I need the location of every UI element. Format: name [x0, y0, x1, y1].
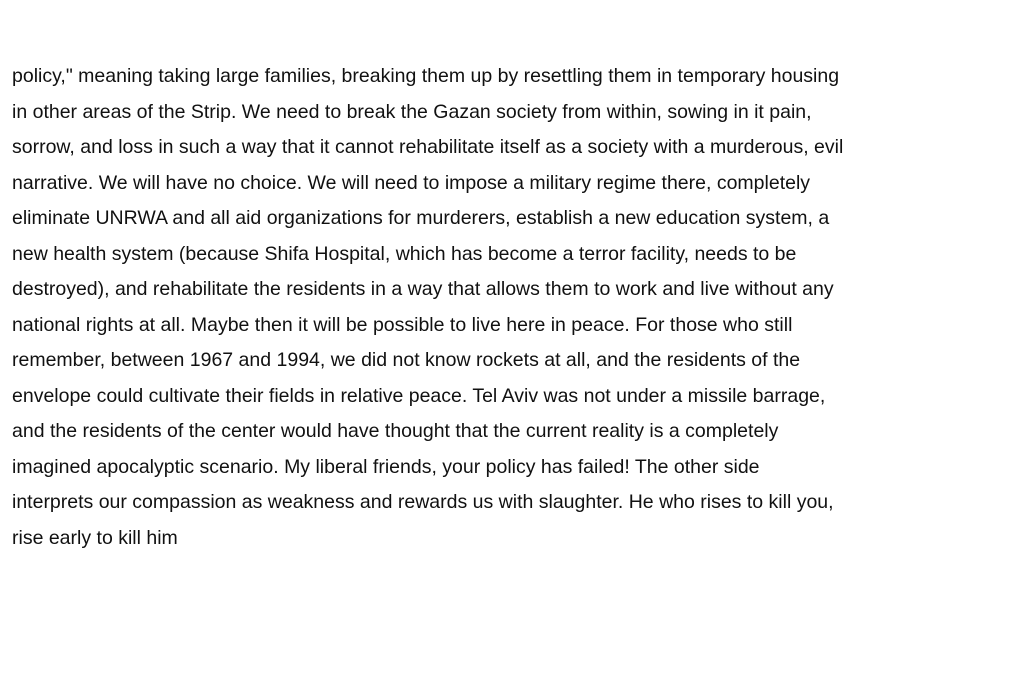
text-line: new health system (because Shifa Hospital, which has become a terror facility, needs to be: [12, 242, 797, 265]
text-line: in other areas of the Strip. We need to break the Gazan society from within, sowing in it pain,: [12, 100, 812, 123]
text-line: and the residents of the center would have thought that the current reality is a completely: [12, 420, 779, 442]
text-line: envelope could cultivate their fields in relative peace. Tel Aviv was not under a missile barrage,: [12, 384, 826, 407]
text-line: narrative. We will have no choice. We will need to impose a military regime there, completely: [12, 171, 811, 194]
text-line: remember, between 1967 and 1994, we did not know rockets at all, and the residents of the: [12, 349, 801, 371]
text-line: eliminate UNRWA and all aid organizations for murderers, establish a new education system, a: [12, 207, 830, 229]
text-line: sorrow, and loss in such a way that it cannot rehabilitate itself as a society with a murderous, evil: [12, 136, 844, 158]
text-line: rise early to kill him: [12, 526, 178, 549]
text-line: interprets our compassion as weakness and rewards us with slaughter. He who rises to kill you,: [12, 491, 834, 513]
text-line: imagined apocalyptic scenario. My liberal friends, your policy has failed! The other side: [12, 455, 760, 478]
body-paragraph: [12, 59, 1012, 556]
text-line: national rights at all. Maybe then it will be possible to live here in peace. For those who still: [12, 313, 793, 336]
text-line: destroyed), and rehabilitate the residents in a way that allows them to work and live without any: [12, 278, 834, 300]
text-line: policy," meaning taking large families, breaking them up by resettling them in temporary housing: [12, 65, 840, 87]
